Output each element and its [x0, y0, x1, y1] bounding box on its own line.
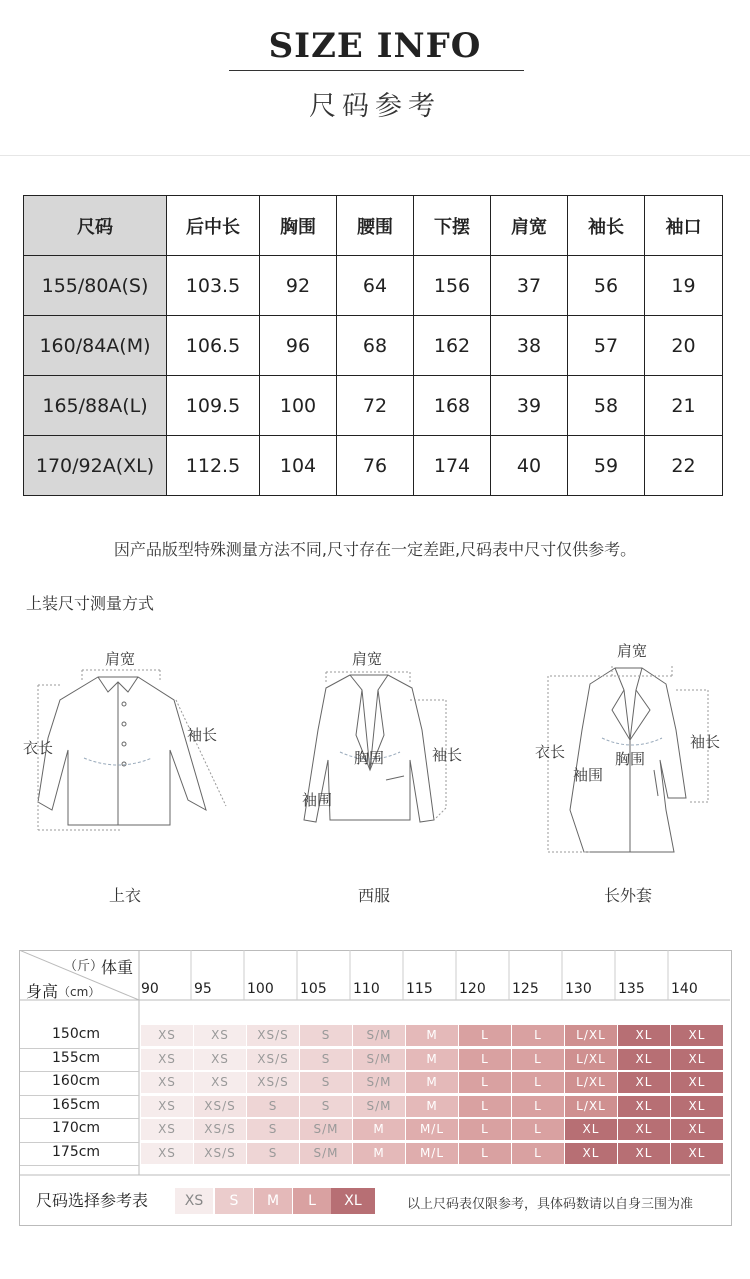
header-cell: 肩宽: [491, 196, 568, 256]
size-grid-cell: XL: [671, 1143, 723, 1164]
value-cell: 56: [568, 256, 645, 316]
weight-value: 105: [300, 981, 327, 997]
height-unit: （cm）: [58, 985, 101, 999]
size-grid-cell: L: [459, 1049, 511, 1070]
legend-swatch: XS: [175, 1188, 213, 1214]
size-grid-cell: XL: [618, 1025, 670, 1046]
size-grid-cell: L: [459, 1025, 511, 1046]
size-grid-cell: XS/S: [194, 1119, 246, 1140]
size-table-header: [24, 196, 723, 256]
header-cell: 腰围: [337, 196, 414, 256]
value-cell: 96: [260, 316, 337, 376]
size-grid-cell: L: [512, 1072, 564, 1093]
size-grid-cell: XS: [194, 1072, 246, 1093]
size-grid-cell: XL: [618, 1072, 670, 1093]
legend-label: 尺码选择参考表: [36, 1191, 149, 1210]
size-grid-cell: XS: [141, 1072, 193, 1093]
height-value: 155cm: [52, 1049, 101, 1066]
height-label: 身高: [26, 982, 59, 1001]
size-grid-cell: M: [406, 1096, 458, 1117]
value-cell: 21: [645, 376, 723, 436]
table-row: [24, 376, 723, 436]
legend-swatch: S: [215, 1188, 253, 1214]
weight-value: 90: [141, 981, 159, 997]
size-grid-cell: M: [353, 1119, 405, 1140]
header-cell: 后中长: [167, 196, 260, 256]
height-value: 160cm: [52, 1073, 101, 1089]
size-grid-cell: XL: [618, 1119, 670, 1140]
size-grid-cell: M/L: [406, 1119, 458, 1140]
value-cell: 76: [337, 436, 414, 496]
shirt-icon: [38, 677, 206, 825]
weight-value: 110: [353, 981, 380, 997]
weight-value: 95: [194, 981, 212, 997]
legend-swatch: L: [293, 1188, 331, 1214]
size-grid-cell: XL: [618, 1049, 670, 1070]
value-cell: 57: [568, 316, 645, 376]
size-grid-cell: M: [406, 1072, 458, 1093]
value-cell: 20: [645, 316, 723, 376]
value-cell: 40: [491, 436, 568, 496]
coat-cuff-label: 袖围: [573, 766, 604, 784]
height-value: 170cm: [52, 1120, 101, 1136]
header-cell: 尺码: [24, 196, 167, 256]
size-grid-cell: S/M: [353, 1025, 405, 1046]
header-separator: [0, 155, 750, 156]
size-cell: 165/88A(L): [24, 376, 167, 436]
shirt-shoulder-label: 肩宽: [105, 650, 136, 668]
coat-chest-label: 胸围: [615, 750, 646, 768]
coat-shoulder-label: 肩宽: [617, 642, 648, 660]
size-grid-cell: XL: [671, 1119, 723, 1140]
size-disclaimer: 因产品版型特殊测量方法不同,尺寸存在一定差距,尺码表中尺寸仅供参考。: [113, 540, 637, 559]
legend-swatch: M: [254, 1188, 292, 1214]
table-row: [24, 436, 723, 496]
size-grid-cell: XS: [141, 1119, 193, 1140]
header-cell: 袖口: [645, 196, 723, 256]
size-grid-cell: M/L: [406, 1143, 458, 1164]
size-grid-cell: S: [300, 1049, 352, 1070]
size-grid-cell: L: [459, 1096, 511, 1117]
size-grid-cell: L: [459, 1143, 511, 1164]
value-cell: 112.5: [167, 436, 260, 496]
size-grid-cell: XL: [671, 1049, 723, 1070]
height-row-divider: [20, 1095, 139, 1096]
value-cell: 104: [260, 436, 337, 496]
header-cell: 胸围: [260, 196, 337, 256]
value-cell: 109.5: [167, 376, 260, 436]
legend-swatch: XL: [331, 1188, 375, 1214]
weight-value: 100: [247, 981, 274, 997]
value-cell: 37: [491, 256, 568, 316]
size-grid-cell: S: [300, 1025, 352, 1046]
size-grid-cell: XS: [141, 1049, 193, 1070]
size-grid-cell: XS: [194, 1049, 246, 1070]
weight-label: 体重: [101, 958, 134, 977]
size-grid-cell: XL: [618, 1143, 670, 1164]
height-row-divider: [20, 1048, 139, 1049]
header-cell: 下摆: [414, 196, 491, 256]
weight-value: 135: [618, 981, 645, 997]
height-value: 165cm: [52, 1096, 101, 1113]
value-cell: 59: [568, 436, 645, 496]
value-cell: 174: [414, 436, 491, 496]
size-cell: 160/84A(M): [24, 316, 167, 376]
size-grid-cell: XL: [671, 1072, 723, 1093]
value-cell: 92: [260, 256, 337, 316]
weight-value: 120: [459, 981, 486, 997]
size-grid-cell: L: [512, 1143, 564, 1164]
size-grid-cell: XS: [141, 1096, 193, 1117]
size-grid-cell: S: [300, 1072, 352, 1093]
size-grid-cell: S/M: [353, 1096, 405, 1117]
height-value: 150cm: [52, 1026, 101, 1042]
coat-sleeve-label: 袖长: [690, 733, 721, 751]
size-grid-cell: L: [512, 1119, 564, 1140]
size-grid-cell: S: [247, 1143, 299, 1164]
shirt-caption: 上衣: [108, 886, 141, 905]
size-grid-cell: S/M: [353, 1049, 405, 1070]
suit-cuff-label: 袖围: [302, 791, 333, 809]
size-grid-cell: XL: [671, 1025, 723, 1046]
header-cell: 袖长: [568, 196, 645, 256]
page-subtitle: 尺码参考: [309, 91, 441, 122]
value-cell: 22: [645, 436, 723, 496]
size-grid-cell: XS/S: [247, 1025, 299, 1046]
weight-unit: （斤）: [64, 959, 104, 974]
size-grid-cell: XL: [565, 1119, 617, 1140]
weight-value: 140: [671, 981, 698, 997]
suit-caption: 西服: [357, 886, 390, 905]
value-cell: 68: [337, 316, 414, 376]
weight-value: 115: [406, 981, 433, 997]
suit-chest-label: 胸围: [354, 749, 385, 767]
size-grid-cell: L: [512, 1049, 564, 1070]
weight-value: 125: [512, 981, 539, 997]
weight-value: 130: [565, 981, 592, 997]
size-grid-cell: XS: [141, 1025, 193, 1046]
coat-length-label: 衣长: [535, 743, 566, 761]
size-grid-cell: L/XL: [565, 1025, 617, 1046]
value-cell: 100: [260, 376, 337, 436]
size-grid-cell: L: [512, 1096, 564, 1117]
size-grid-cell: S/M: [300, 1119, 352, 1140]
size-grid-cell: S: [300, 1096, 352, 1117]
size-grid-cell: XS: [141, 1143, 193, 1164]
size-grid-cell: S: [247, 1096, 299, 1117]
size-table: [23, 195, 723, 496]
size-grid-cell: S: [247, 1119, 299, 1140]
value-cell: 168: [414, 376, 491, 436]
size-grid-cell: XL: [671, 1096, 723, 1117]
size-grid-cell: XS/S: [194, 1096, 246, 1117]
size-cell: 155/80A(S): [24, 256, 167, 316]
size-grid-cell: L: [459, 1072, 511, 1093]
shirt-length-label: 衣长: [23, 739, 54, 757]
value-cell: 38: [491, 316, 568, 376]
page-title: SIZE INFO: [268, 26, 482, 66]
size-grid-cell: XS: [194, 1025, 246, 1046]
height-row-divider: [20, 1142, 139, 1143]
size-grid-cell: XS/S: [247, 1072, 299, 1093]
title-divider: [229, 70, 524, 71]
size-grid-cell: M: [406, 1025, 458, 1046]
table-row: [24, 316, 723, 376]
size-grid-cell: L/XL: [565, 1096, 617, 1117]
size-grid-cell: L/XL: [565, 1072, 617, 1093]
height-row-divider: [20, 1071, 139, 1072]
shirt-sleeve-label: 袖长: [187, 726, 218, 744]
value-cell: 64: [337, 256, 414, 316]
suit-shoulder-label: 肩宽: [352, 650, 383, 668]
size-grid-cell: M: [406, 1049, 458, 1070]
value-cell: 72: [337, 376, 414, 436]
value-cell: 39: [491, 376, 568, 436]
size-grid-cell: XS/S: [194, 1143, 246, 1164]
size-grid-cell: M: [353, 1143, 405, 1164]
size-cell: 170/92A(XL): [24, 436, 167, 496]
height-value: 175cm: [52, 1143, 101, 1160]
size-grid-cell: L: [512, 1025, 564, 1046]
legend-note: 以上尺码表仅限参考，具体码数请以自身三围为准: [407, 1197, 694, 1212]
value-cell: 103.5: [167, 256, 260, 316]
value-cell: 156: [414, 256, 491, 316]
coat-caption: 长外套: [603, 886, 652, 905]
size-grid-cell: L: [459, 1119, 511, 1140]
size-grid-cell: S/M: [353, 1072, 405, 1093]
size-grid-cell: XL: [565, 1143, 617, 1164]
size-grid-cell: XS/S: [247, 1049, 299, 1070]
value-cell: 58: [568, 376, 645, 436]
value-cell: 19: [645, 256, 723, 316]
height-row-divider: [20, 1165, 139, 1166]
size-grid-cell: L/XL: [565, 1049, 617, 1070]
value-cell: 162: [414, 316, 491, 376]
table-row: [24, 256, 723, 316]
size-grid-cell: XL: [618, 1096, 670, 1117]
measure-section-title: 上装尺寸测量方式: [26, 594, 155, 613]
value-cell: 106.5: [167, 316, 260, 376]
size-grid-cell: S/M: [300, 1143, 352, 1164]
height-row-divider: [20, 1118, 139, 1119]
suit-sleeve-label: 袖长: [432, 746, 463, 764]
